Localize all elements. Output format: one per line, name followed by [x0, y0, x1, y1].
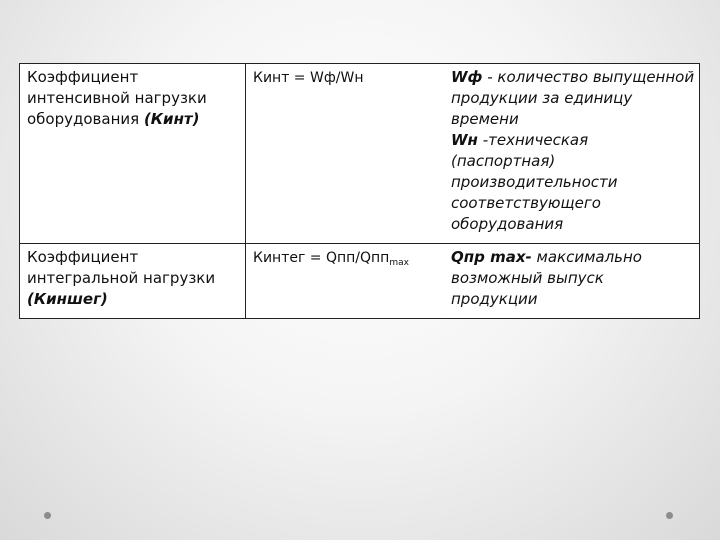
- table-row: [20, 64, 700, 244]
- table-row: [20, 244, 700, 319]
- decorative-dot: [666, 512, 673, 519]
- coefficient-name-cell: [20, 244, 246, 319]
- variable-symbol: Qпр max-: [451, 248, 532, 266]
- variable-description: максимально возможный выпуск продукции: [451, 248, 642, 308]
- coefficient-name: Коэффициент интегральной нагрузки: [27, 248, 216, 287]
- variable-description: - количество выпущенной продукции за единицу времени: [451, 68, 695, 128]
- formula-cell: [246, 244, 438, 319]
- formula: Кинт = Wф/Wн: [253, 70, 364, 86]
- formula: Кинтег = Qпп/Qпп: [253, 250, 390, 266]
- description-cell: [437, 244, 700, 319]
- variable-symbol: Wн: [451, 131, 478, 149]
- variable-symbol: Wф: [451, 68, 483, 86]
- formula-cell: [246, 64, 438, 244]
- coefficient-symbol: (Кинт): [143, 110, 200, 128]
- coefficient-name-cell: [20, 64, 246, 244]
- coefficient-symbol: (Киншег): [27, 290, 108, 308]
- formula-subscript: max: [389, 258, 409, 268]
- description-cell: [437, 64, 700, 244]
- coefficients-table: [19, 63, 700, 319]
- coefficient-name: Коэффициент интенсивной нагрузки оборудования: [27, 68, 207, 128]
- decorative-dot: [44, 512, 51, 519]
- variable-description: -техническая (паспортная) производительности соответствующего оборудования: [451, 131, 618, 233]
